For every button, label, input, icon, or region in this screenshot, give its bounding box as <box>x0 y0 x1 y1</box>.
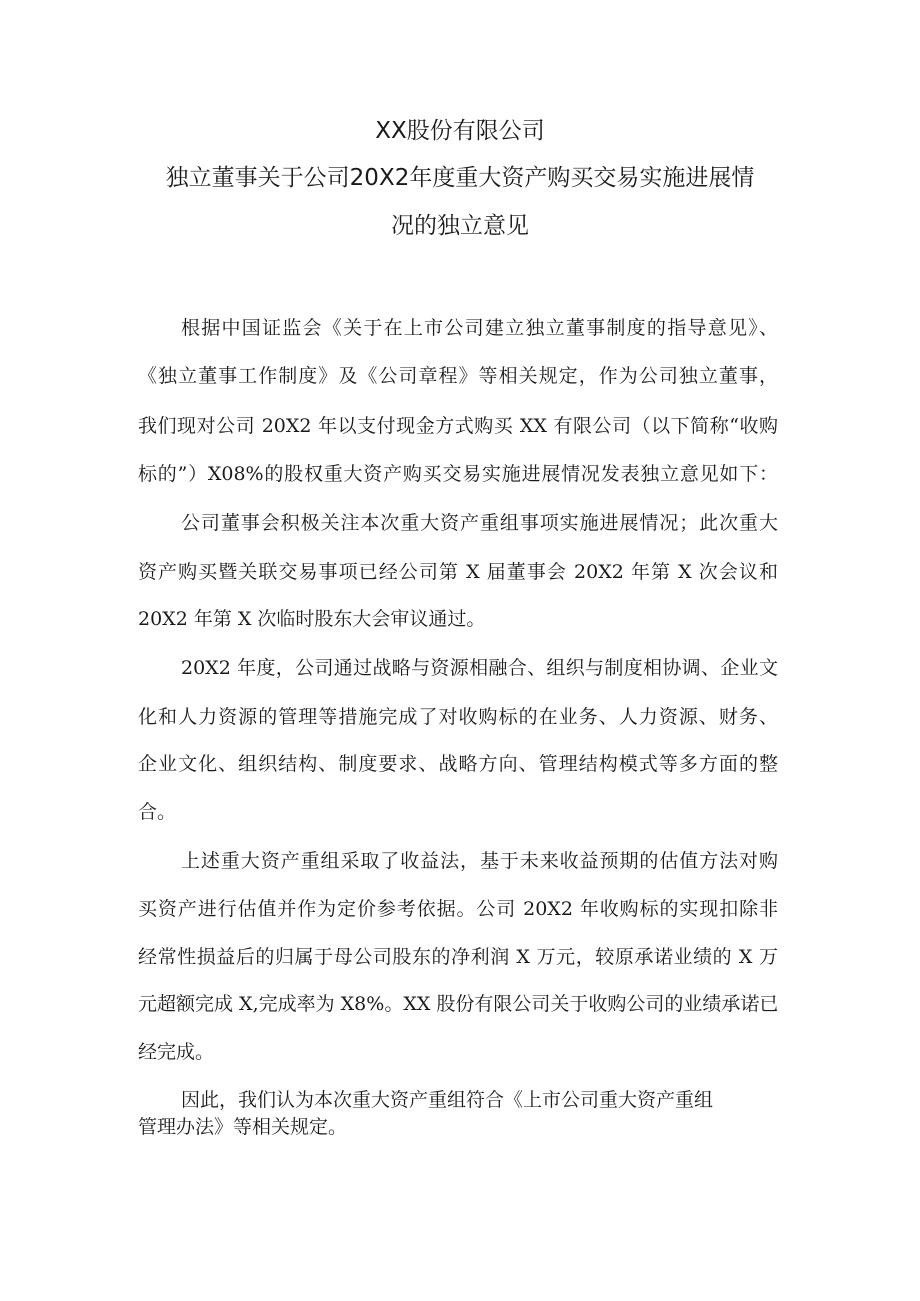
paragraph-line: 合。 <box>138 801 177 823</box>
paragraph-line: 买资产进行估值并作为定价参考依据。公司 20X2 年收购标的实现扣除非 <box>138 898 778 920</box>
paragraph-line: 元超额完成 X,完成率为 X8%。XX 股份有限公司关于收购公司的业绩承诺已 <box>138 993 779 1015</box>
company-name: XX股份有限公司 <box>375 118 545 144</box>
paragraph-line: 经常性损益后的归属于母公司股东的净利润 X 万元，较原承诺业绩的 X 万 <box>138 946 778 968</box>
paragraph-line: 公司董事会积极关注本次重大资产重组事项实施进展情况；此次重大 <box>181 512 778 534</box>
paragraph-line: 根据中国证监会《关于在上市公司建立独立董事制度的指导意见》、 <box>181 317 778 339</box>
paragraph-line: 经完成。 <box>138 1041 215 1063</box>
paragraph-line: 《独立董事工作制度》及《公司章程》等相关规定，作为公司独立董事， <box>138 365 778 387</box>
paragraph-line: 化和人力资源的管理等措施完成了对收购标的在业务、人力资源、财务、 <box>138 706 778 728</box>
paragraph-line: 上述重大资产重组采取了收益法，基于未来收益预期的估值方法对购 <box>181 850 778 872</box>
paragraph-line: 管理办法》等相关规定。 <box>138 1116 348 1138</box>
title-line-3: 况的独立意见 <box>391 213 529 239</box>
title-line-2: 独立董事关于公司20X2年度重大资产购买交易实施进展情 <box>165 165 755 191</box>
paragraph-line: 企业文化、组织结构、制度要求、战略方向、管理结构模式等多方面的整 <box>138 753 778 775</box>
paragraph-line: 因此，我们认为本次重大资产重组符合《上市公司重大资产重组 <box>181 1089 714 1111</box>
paragraph-line: 20X2 年第 X 次临时股东大会审议通过。 <box>138 608 486 630</box>
paragraph-line: 我们现对公司 20X2 年以支付现金方式购买 XX 有限公司（以下简称“收购 <box>138 415 778 437</box>
paragraph-line: 20X2 年度，公司通过战略与资源相融合、组织与制度相协调、企业文 <box>181 657 778 679</box>
paragraph-line: 资产购买暨关联交易事项已经公司第 X 届董事会 20X2 年第 X 次会议和 <box>138 561 778 583</box>
paragraph-line: 标的”）X08%的股权重大资产购买交易实施进展情况发表独立意见如下： <box>138 463 778 485</box>
